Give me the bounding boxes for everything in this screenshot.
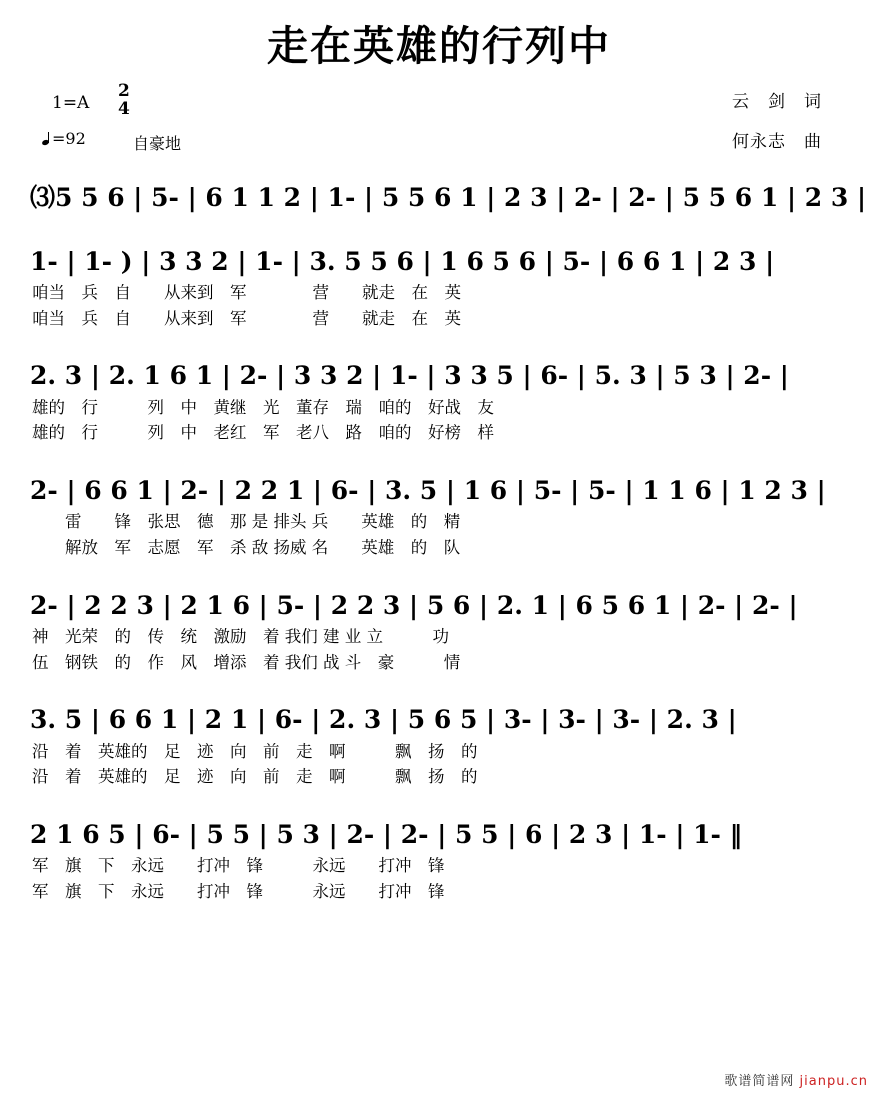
notation-line: 2- | 6 6 1 | 2- | 2 2 1 | 6- | 3. 5 | 1 6 | 5- | 5- | 1 1 6 | 1 2 3 | — [30, 475, 826, 505]
lyric-line-2: 雄的 行 列 中 老红 军 老八 路 咱的 好榜 样 — [32, 423, 494, 443]
tempo-marking — [42, 129, 86, 148]
watermark-label: 歌谱简谱网 — [724, 1074, 795, 1089]
music-system-7 — [0, 816, 878, 905]
time-signature-numerator: 2 — [118, 81, 130, 102]
notation-line: 2 1 6 5 | 6- | 5 5 | 5 3 | 2- | 2- | 5 5 | 6 | 2 3 | 1- | 1- ‖ — [30, 819, 743, 849]
watermark — [724, 1070, 868, 1089]
lyric-line-2: 咱当 兵 自 从来到 军 营 就走 在 英 — [32, 308, 461, 328]
quarter-note-icon — [42, 132, 52, 146]
lyric-line-1: 军 旗 下 永远 打冲 锋 永远 打冲 锋 — [32, 856, 445, 876]
music-system-3 — [0, 357, 878, 446]
expression-marking: 自豪地 — [133, 134, 182, 154]
lyric-line-2: 伍 钢铁 的 作 风 增添 着 我们 战 斗 豪 情 — [32, 652, 461, 672]
time-signature — [118, 83, 130, 119]
lyric-line-1: 咱当 兵 自 从来到 军 营 就走 在 英 — [32, 283, 461, 303]
lyric-line-1: 神 光荣 的 传 统 激励 着 我们 建 业 立 功 — [32, 627, 449, 647]
music-system-2 — [0, 243, 878, 332]
notation-line: ⑶5 5 6 | 5- | 6 1 1 2 | 1- | 5 5 6 1 | 2 3 | 2- | 2- | 5 5 6 1 | 2 3 | — [30, 183, 867, 213]
music-system-4 — [0, 472, 878, 561]
page-title: 走在英雄的行列中 — [267, 22, 611, 70]
notation-line: 2- | 2 2 3 | 2 1 6 | 5- | 2 2 3 | 5 6 | 2. 1 | 6 5 6 1 | 2- | 2- | — [30, 590, 798, 620]
lyric-line-2: 沿 着 英雄的 足 迹 向 前 走 啊 飘 扬 的 — [32, 767, 478, 787]
lyric-line-2: 军 旗 下 永远 打冲 锋 永远 打冲 锋 — [32, 881, 445, 901]
watermark-url: jianpu.cn — [799, 1074, 868, 1089]
score-header — [0, 81, 878, 179]
notation-line: 2. 3 | 2. 1 6 1 | 2- | 3 3 2 | 1- | 3 3 5 | 6- | 5. 3 | 5 3 | 2- | — [30, 361, 789, 391]
key-signature: 1=A — [52, 93, 90, 114]
notation-line: 1- | 1- ) | 3 3 2 | 1- | 3. 5 5 6 | 1 6 5 6 | 5- | 6 6 1 | 2 3 | — [30, 246, 775, 276]
music-system-1 — [0, 179, 878, 217]
music-system-6 — [0, 701, 878, 790]
music-system-5 — [0, 587, 878, 676]
lyricist-credit: 云 剑 词 — [732, 92, 822, 113]
lyric-line-1: 雷 锋 张思 德 那 是 排头 兵 英雄 的 精 — [32, 512, 461, 532]
time-signature-denominator: 4 — [118, 99, 130, 120]
lyric-line-2: 解放 军 志愿 军 杀 敌 扬威 名 英雄 的 队 — [32, 538, 461, 557]
composer-credit: 何永志 曲 — [732, 132, 822, 153]
notation-line: 3. 5 | 6 6 1 | 2 1 | 6- | 2. 3 | 5 6 5 | 3- | 3- | 3- | 2. 3 | — [30, 705, 737, 735]
tempo-value: =92 — [52, 129, 86, 149]
lyric-line-1: 雄的 行 列 中 黄继 光 董存 瑞 咱的 好战 友 — [32, 397, 494, 417]
lyric-line-1: 沿 着 英雄的 足 迹 向 前 走 啊 飘 扬 的 — [32, 741, 478, 761]
